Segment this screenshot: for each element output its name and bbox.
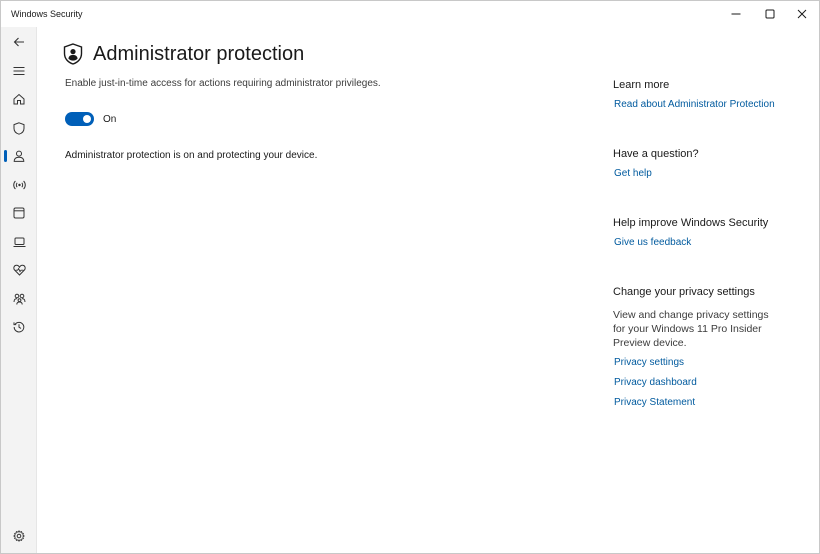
title-bar (1, 1, 819, 27)
admin-shield-icon (63, 43, 83, 65)
get-help-link[interactable]: Get help (614, 168, 652, 179)
sidebar-item-firewall[interactable] (5, 173, 33, 197)
app-window-icon (13, 207, 25, 219)
menu-button[interactable] (5, 59, 33, 83)
heart-pulse-icon (13, 264, 26, 276)
question-heading: Have a question? (613, 148, 699, 160)
privacy-heading: Change your privacy settings (613, 286, 755, 298)
main-content (37, 27, 819, 553)
sidebar-item-account-protection[interactable] (5, 144, 33, 168)
give-feedback-link[interactable]: Give us feedback (614, 237, 692, 248)
page-description: Enable just-in-time access for actions requiring administrator privileges. (65, 78, 381, 89)
protection-status-text: Administrator protection is on and protecting your device. (65, 150, 318, 161)
sidebar-item-device-security[interactable] (5, 230, 33, 254)
gear-icon (13, 530, 25, 542)
privacy-settings-link[interactable]: Privacy settings (614, 357, 685, 368)
sidebar-item-home[interactable] (5, 87, 33, 111)
home-icon (13, 93, 25, 105)
privacy-description: View and change privacy settings for your Windows 11 Pro Insider Preview device. (613, 309, 769, 349)
minimize-icon (731, 9, 741, 19)
settings-button[interactable] (5, 524, 33, 548)
toggle-knob (83, 115, 91, 123)
back-arrow-icon (13, 36, 25, 48)
sidebar-item-device-performance[interactable] (5, 258, 33, 282)
antenna-icon (13, 179, 26, 191)
shield-icon (13, 122, 25, 135)
page-title: Administrator protection (93, 43, 305, 65)
admin-protection-toggle[interactable] (65, 112, 94, 126)
sidebar-item-virus-protection[interactable] (5, 116, 33, 140)
read-about-admin-protection-link[interactable]: Read about Administrator Protection (614, 99, 775, 110)
person-icon (13, 150, 25, 162)
sidebar (1, 27, 37, 553)
laptop-icon (13, 236, 26, 248)
close-icon (797, 9, 807, 19)
minimize-button[interactable] (719, 1, 753, 27)
close-button[interactable] (785, 1, 819, 27)
sidebar-item-family-options[interactable] (5, 287, 33, 311)
sidebar-item-protection-history[interactable] (5, 315, 33, 339)
privacy-dashboard-link[interactable]: Privacy dashboard (614, 377, 697, 388)
maximize-button[interactable] (753, 1, 787, 27)
improve-heading: Help improve Windows Security (613, 217, 769, 229)
hamburger-menu-icon (13, 65, 25, 77)
history-icon (13, 321, 25, 333)
toggle-state-label: On (103, 114, 117, 125)
maximize-icon (765, 9, 775, 19)
back-button[interactable] (5, 30, 33, 54)
privacy-statement-link[interactable]: Privacy Statement (614, 397, 696, 408)
sidebar-item-app-browser-control[interactable] (5, 201, 33, 225)
window-title: Windows Security (11, 9, 83, 19)
family-icon (13, 293, 26, 305)
learn-more-heading: Learn more (613, 79, 670, 91)
